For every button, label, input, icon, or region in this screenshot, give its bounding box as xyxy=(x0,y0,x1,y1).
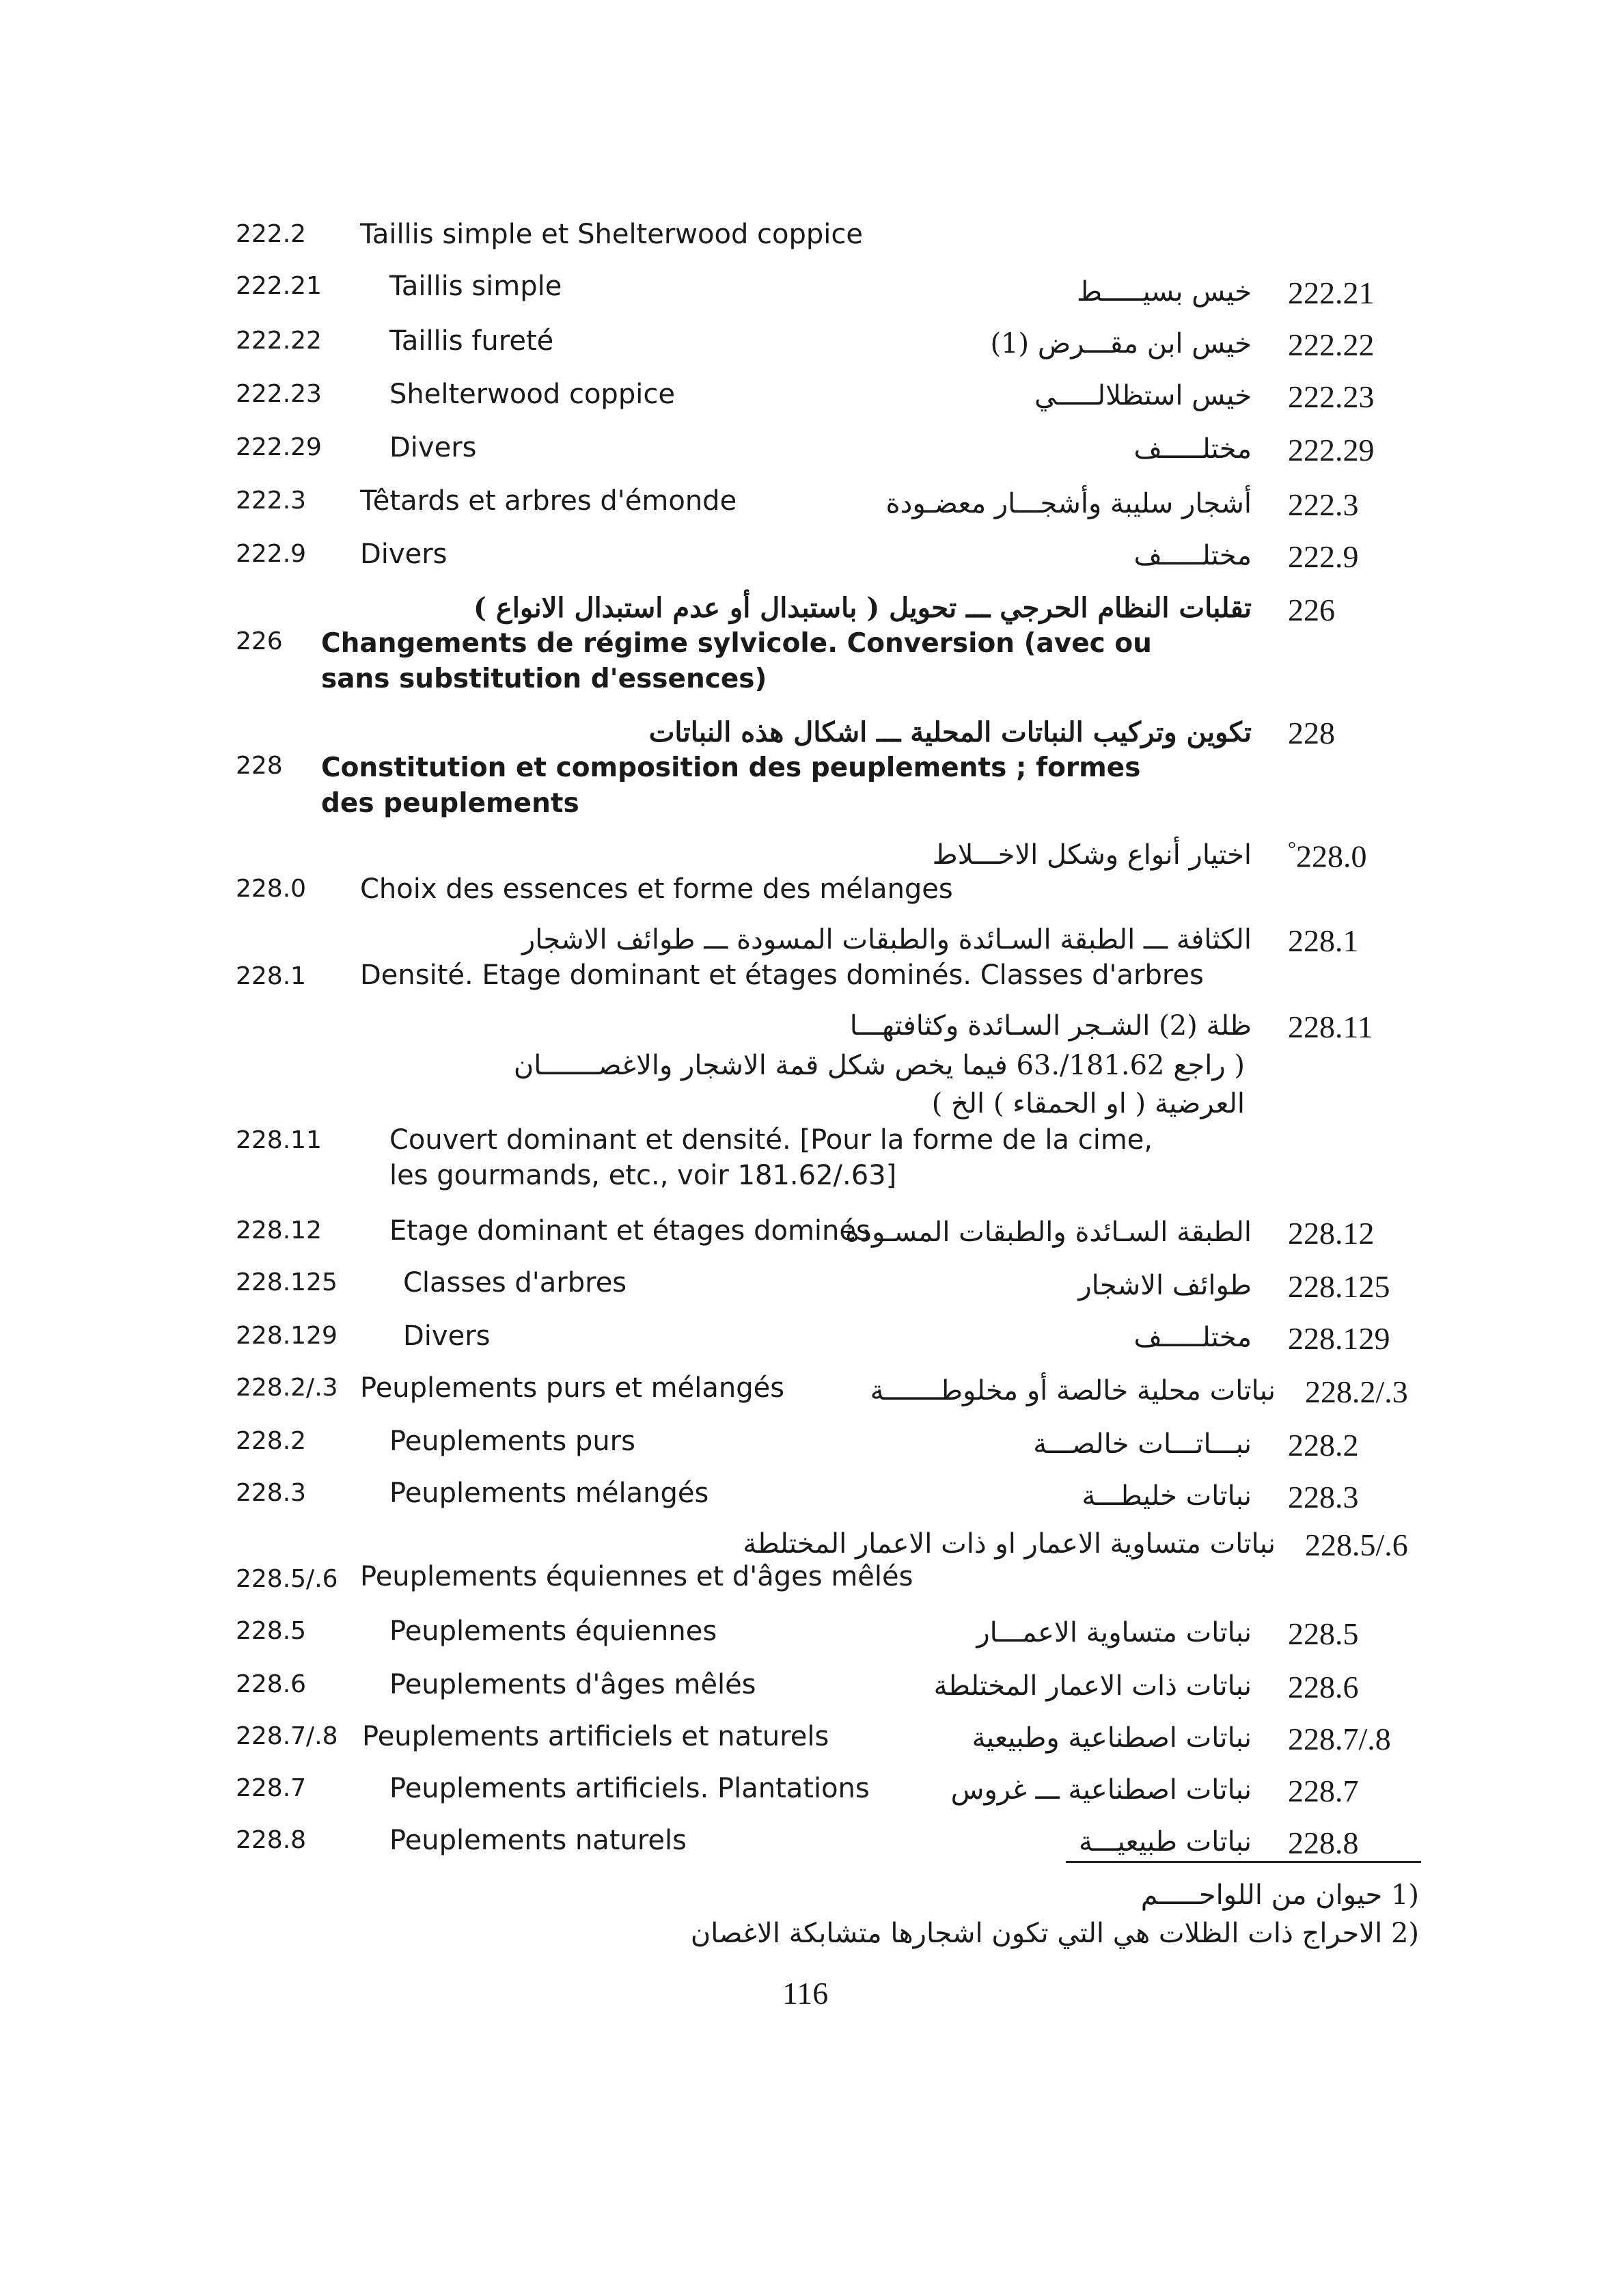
entry-number: 222.22 xyxy=(236,327,322,355)
entry-french: Taillis simple et Shelterwood coppice xyxy=(360,219,864,250)
entry-arabic: مختلـــــف xyxy=(1133,1322,1252,1353)
footnote-text: حيوان من اللواحـــــم xyxy=(1140,1879,1383,1911)
entry-arabic-number: 228.5 xyxy=(1288,1616,1359,1651)
entry-french: Densité. Etage dominant et étages dominés. Classes d'arbres xyxy=(360,960,1204,991)
entry-french: Divers xyxy=(360,539,448,570)
entry-french: Peuplements naturels xyxy=(389,1825,687,1856)
entry-french: Choix des essences et forme des mélanges xyxy=(360,873,953,905)
entry-arabic-number: 228.7/.8 xyxy=(1288,1722,1391,1756)
footnote xyxy=(1141,1879,1419,1911)
entry-arabic-number: 228.11 xyxy=(1288,1009,1373,1044)
footnote-divider xyxy=(1066,1861,1421,1863)
entry-french: Peuplements équiennes xyxy=(389,1616,717,1647)
entry-arabic-number: 228.5/.6 xyxy=(1305,1527,1408,1562)
entry-arabic: ظلة (2) الشـجر السـائدة وكثافتهـــا xyxy=(849,1010,1252,1042)
entry-number: 228.125 xyxy=(236,1268,338,1296)
entry-arabic-number: 222.22 xyxy=(1288,327,1375,362)
entry-arabic-number: 228.129 xyxy=(1288,1321,1390,1356)
entry-arabic-number: 228.3 xyxy=(1288,1480,1359,1514)
entry-french: Changements de régime sylvicole. Conversion (avec ou sans substitution d'essences) xyxy=(321,628,1152,694)
entry-arabic: الكثافة ـــ الطبقة السـائدة والطبقات المسودة ـــ طوائف الاشجار xyxy=(521,924,1252,955)
entry-arabic: نباتات اصطناعية ـــ غروس xyxy=(950,1774,1252,1806)
entry-number: 228.11 xyxy=(236,1126,322,1154)
entry-arabic: نبـــاتـــات خالصـــة xyxy=(1033,1428,1252,1460)
entry-french: Divers xyxy=(389,432,477,463)
entry-number: 228.6 xyxy=(236,1670,307,1698)
entry-arabic: الطبقة السـائدة والطبقات المسـودة xyxy=(845,1216,1252,1248)
entry-number: 228.8 xyxy=(236,1826,307,1854)
footnote-mark: (1 xyxy=(1390,1879,1419,1911)
entry-arabic-number: 222.3 xyxy=(1288,487,1359,522)
entry-arabic-number: 228.125 xyxy=(1288,1269,1390,1304)
entry-number: 228.129 xyxy=(236,1322,338,1350)
entry-arabic-number: 222.21 xyxy=(1288,275,1375,310)
entry-french: Classes d'arbres xyxy=(403,1267,627,1299)
entry-french: Têtards et arbres d'émonde xyxy=(360,485,737,517)
entry-arabic-number: 228.1 xyxy=(1288,923,1359,958)
entry-arabic-number: 222.9 xyxy=(1288,539,1359,574)
entry-french: Constitution et composition des peuplements ; formes des peuplements xyxy=(321,752,1141,819)
entry-number: 228 xyxy=(236,752,283,780)
entry-arabic: تكوين وتركيب النباتات المحلية ـــ اشكال هذه النباتات xyxy=(648,716,1252,748)
entry-arabic: أشجار سليبة وأشجـــار معضـودة xyxy=(885,488,1252,519)
entry-arabic-number: 228.2 xyxy=(1288,1428,1359,1463)
entry-french: Peuplements équiennes et d'âges mêlés xyxy=(360,1561,913,1592)
degree-mark: ° xyxy=(1288,838,1296,860)
entry-french: Divers xyxy=(403,1320,491,1352)
entry-arabic: نباتات طبيعيـــة xyxy=(1078,1826,1252,1858)
entry-number: 228.3 xyxy=(236,1479,307,1507)
entry-arabic: مختلـــــف xyxy=(1133,540,1252,571)
entry-french: Peuplements d'âges mêlés xyxy=(389,1669,756,1700)
entry-arabic: نباتات ذات الاعمار المختلطة xyxy=(933,1670,1252,1702)
entry-arabic: طوائف الاشجار xyxy=(1078,1270,1252,1301)
entry-arabic: نباتات متساوية الاعمار او ذات الاعمار المختلطة xyxy=(743,1528,1276,1560)
entry-french: Etage dominant et étages dominés xyxy=(389,1215,870,1247)
entry-arabic-number: 228.7 xyxy=(1288,1773,1359,1808)
entry-number: 222.21 xyxy=(236,272,322,300)
entry-number: 228.2 xyxy=(236,1427,307,1455)
entry-arabic-number: 222.23 xyxy=(1288,379,1375,414)
entry-arabic-note: العرضية ( او الحمقاء ) الخ ) xyxy=(931,1088,1245,1119)
entry-french: Peuplements artificiels et naturels xyxy=(362,1721,829,1752)
entry-number: 228.5 xyxy=(236,1617,307,1645)
entry-number: 228.12 xyxy=(236,1216,322,1245)
entry-arabic-number: °228.0 xyxy=(1288,838,1367,874)
entry-arabic: خيس بسيـــــط xyxy=(1077,276,1252,308)
entry-arabic: تقلبات النظام الحرجي ـــ تحويل ( باستبدال أو عدم استبدال الانواع ) xyxy=(473,592,1252,624)
entry-arabic: نباتات اصطناعية وطبيعية xyxy=(972,1722,1252,1754)
entry-arabic-number: 222.29 xyxy=(1288,433,1375,467)
entry-number: 222.9 xyxy=(236,540,307,568)
entry-arabic-number: 228.8 xyxy=(1288,1825,1359,1860)
entry-number: 228.7 xyxy=(236,1774,307,1802)
footnote-mark: (2 xyxy=(1390,1918,1419,1949)
entry-french: Couvert dominant et densité. [Pour la forme de la cime, les gourmands, etc., voir 181.62/.63] xyxy=(389,1124,1153,1191)
footnote xyxy=(691,1918,1419,1949)
entry-french: Peuplements purs et mélangés xyxy=(360,1372,785,1404)
entry-number: 228.0 xyxy=(236,875,307,903)
entry-arabic-number: 226 xyxy=(1288,593,1335,627)
entry-french: Peuplements purs xyxy=(389,1426,635,1457)
entry-arabic: مختلـــــف xyxy=(1133,433,1252,465)
entry-number: 228.7/.8 xyxy=(236,1722,338,1750)
footnote-text: الاحراج ذات الظلات هي التي تكون اشجارها متشابكة الاغصان xyxy=(690,1918,1383,1949)
entry-arabic-note: ( راجع 181.62/.63 فيما يخص شكل قمة الاشجار والاغصـــــــان xyxy=(513,1050,1245,1081)
entry-arabic: اختيار أنواع وشكل الاخـــلاط xyxy=(932,839,1252,871)
entry-arabic: نباتات محلية خالصة أو مخلوطـــــــة xyxy=(870,1375,1276,1406)
entry-number: 222.3 xyxy=(236,487,307,515)
entry-number: 228.5/.6 xyxy=(236,1565,338,1593)
entry-arabic-number: 228.6 xyxy=(1288,1670,1359,1704)
entry-arabic: خيس استظلالـــــي xyxy=(1034,380,1252,411)
entry-number: 222.2 xyxy=(236,220,307,248)
entry-arabic-number: 228.2/.3 xyxy=(1305,1374,1408,1409)
entry-arabic-number: 228.12 xyxy=(1288,1216,1375,1251)
page-number: 116 xyxy=(782,1976,829,2011)
entry-number: 228.2/.3 xyxy=(236,1374,338,1402)
entry-number: 226 xyxy=(236,627,283,655)
entry-arabic-number: 228 xyxy=(1288,716,1335,750)
entry-arabic: نباتات متساوية الاعمـــار xyxy=(976,1617,1252,1648)
entry-french: Peuplements artificiels. Plantations xyxy=(389,1773,870,1804)
entry-french: Peuplements mélangés xyxy=(389,1478,709,1509)
entry-number: 222.29 xyxy=(236,433,322,461)
entry-arabic: خيس ابن مقـــرض (1) xyxy=(990,328,1252,359)
entry-number: 222.23 xyxy=(236,380,322,408)
entry-number: 228.1 xyxy=(236,962,307,990)
entry-arabic: نباتات خليطـــة xyxy=(1082,1480,1252,1512)
entry-french: Shelterwood coppice xyxy=(389,379,675,410)
entry-french: Taillis fureté xyxy=(389,325,554,357)
entry-french: Taillis simple xyxy=(389,271,562,302)
